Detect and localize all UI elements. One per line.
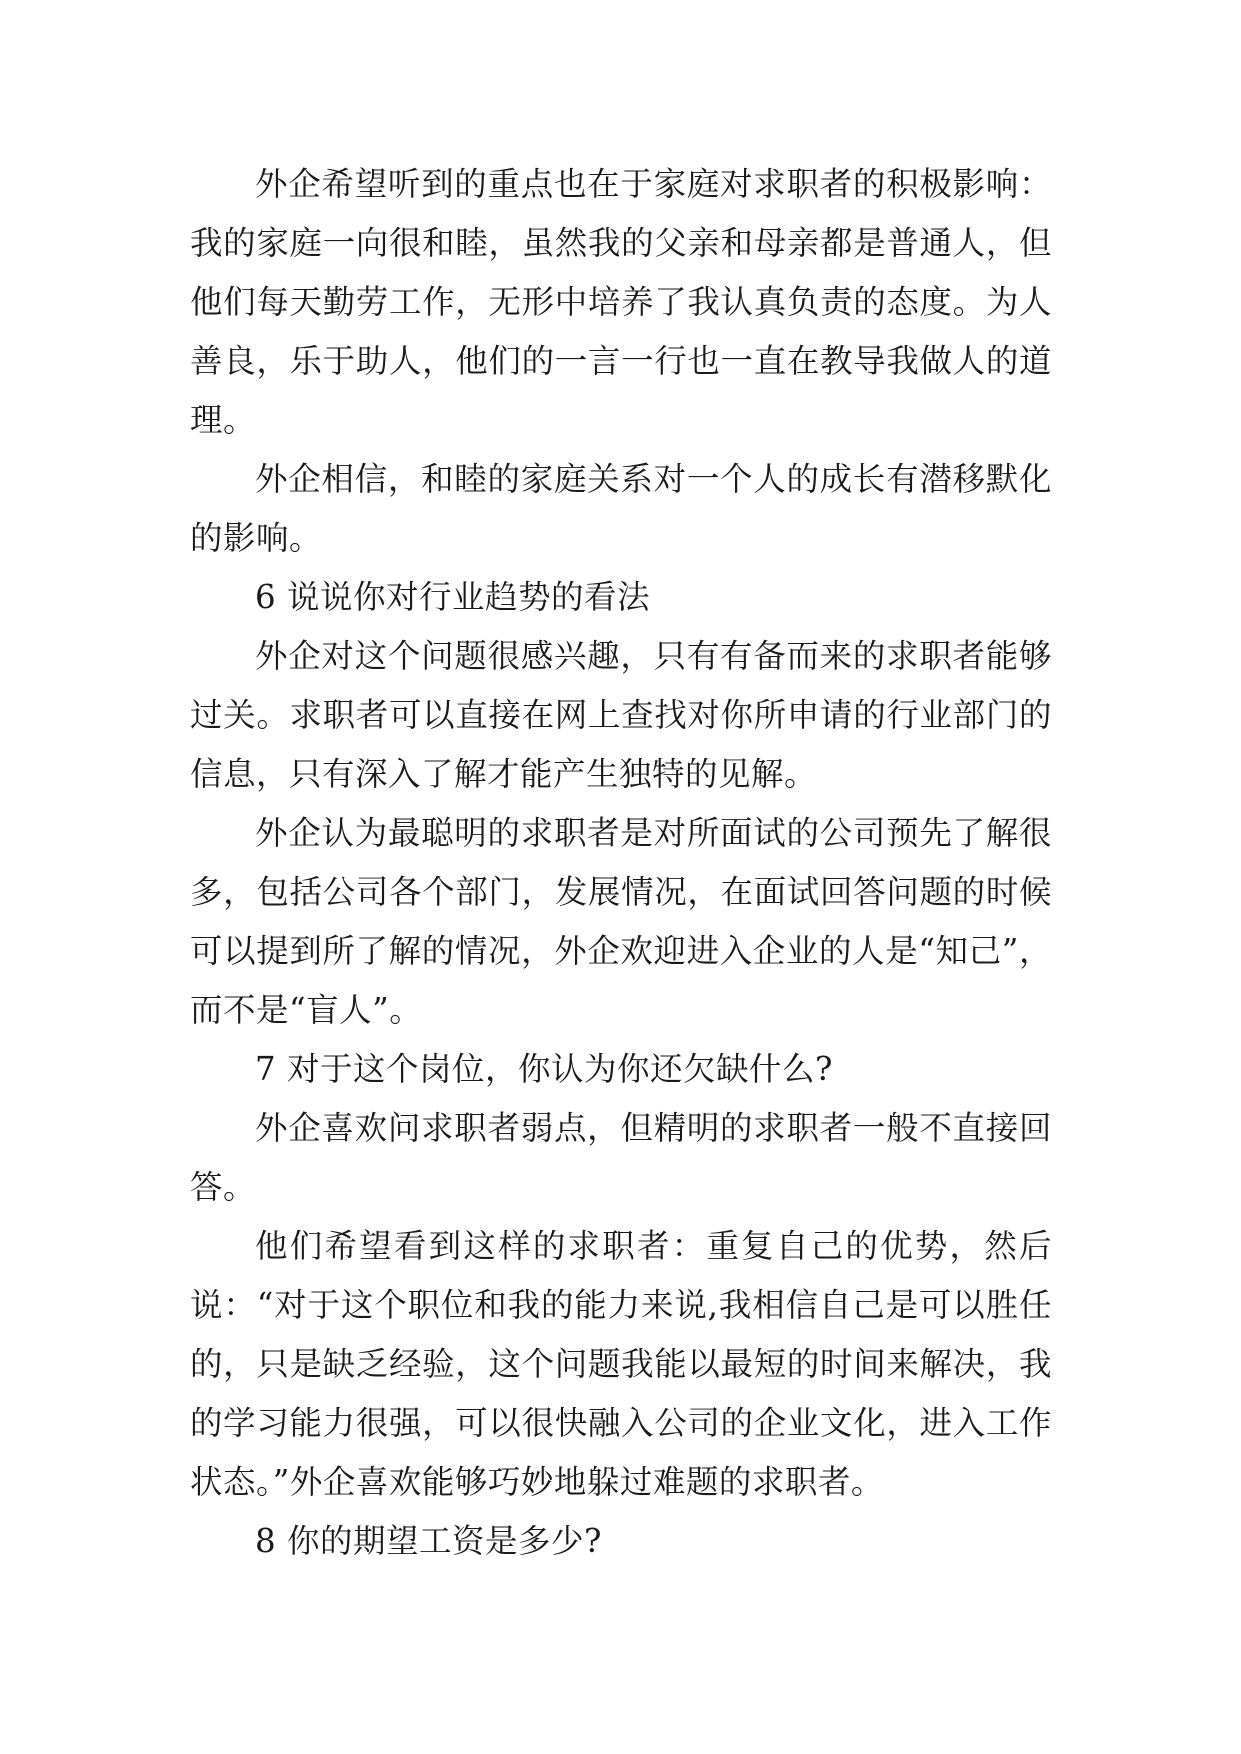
document-body — [190, 155, 1052, 1571]
paragraph-family-harmony: 外企相信，和睦的家庭关系对一个人的成长有潜移默化的影响。 — [190, 460, 1052, 557]
question-heading-8: 8 你的期望工资是多少? — [255, 1522, 602, 1560]
paragraph-know-company: 外企认为最聪明的求职者是对所面试的公司预先了解很多，包括公司各个部门，发展情况，在面试回答问题的时候可以提到所了解的情况，外企欢迎进入企业的人是“知己”，而不是“盲人”。 — [190, 814, 1052, 1029]
question-heading-6: 6 说说你对行业趋势的看法 — [255, 578, 651, 616]
paragraph-family-influence: 外企希望听到的重点也在于家庭对求职者的积极影响：我的家庭一向很和睦，虽然我的父亲和母亲都是普通人，但他们每天勤劳工作，无形中培养了我认真负责的态度。为人善良，乐于助人，他们的一言一行也一直在教导我做人的道理。 — [190, 165, 1052, 439]
question-heading-7: 7 对于这个岗位，你认为你还欠缺什么? — [255, 1050, 833, 1088]
paragraph-weakness: 外企喜欢问求职者弱点，但精明的求职者一般不直接回答。 — [190, 1109, 1052, 1206]
paragraph-sample-answer: 他们希望看到这样的求职者：重复自己的优势，然后说：“对于这个职位和我的能力来说,我相信自己是可以胜任的，只是缺乏经验，这个问题我能以最短的时间来解决，我的学习能力很强，可以很快融入公司的企业文化，进入工作状态。”外企喜欢能够巧妙地躲过难题的求职者。 — [190, 1227, 1052, 1501]
paragraph-industry-interest: 外企对这个问题很感兴趣，只有有备而来的求职者能够过关。求职者可以直接在网上查找对你所申请的行业部门的信息，只有深入了解才能产生独特的见解。 — [190, 637, 1052, 793]
